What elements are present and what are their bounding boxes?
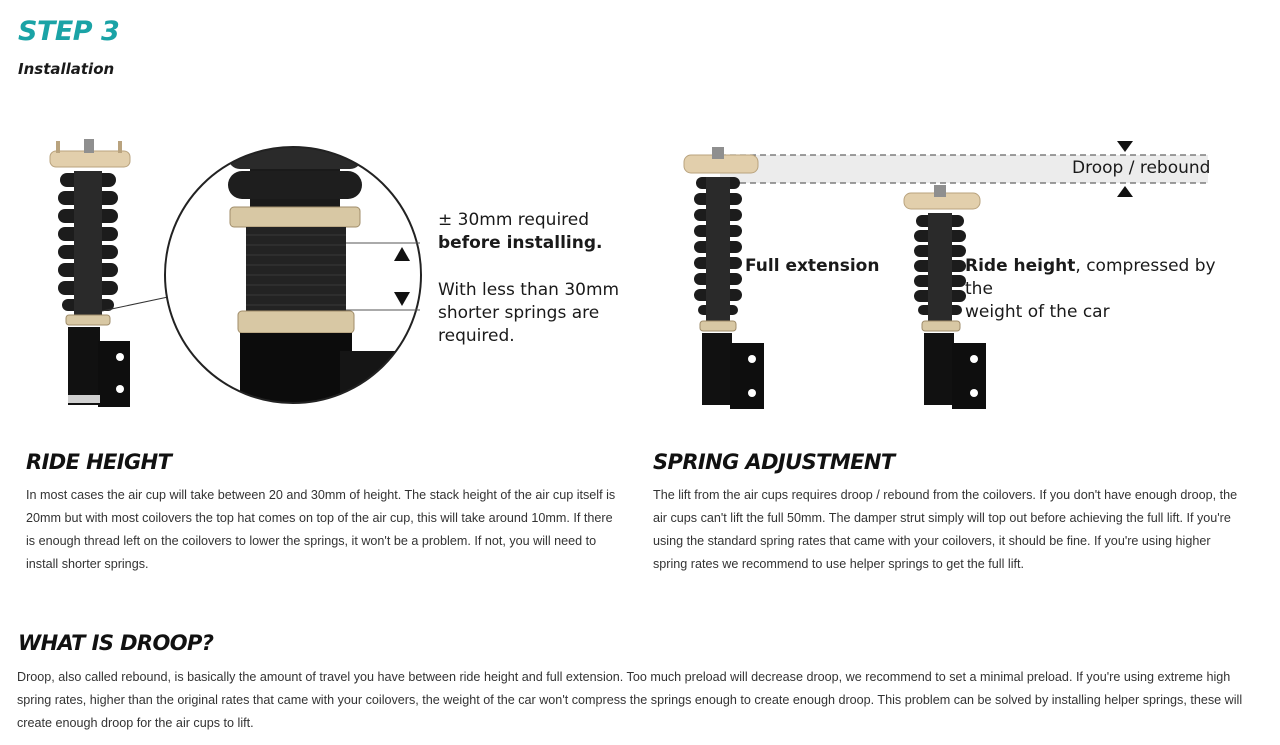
callout-line-4: shorter springs are	[438, 303, 600, 323]
ride-height-label	[965, 255, 1220, 324]
required-adjustment-note	[438, 209, 602, 255]
full-extension-label	[745, 255, 879, 278]
spring-adjustment-title: SPRING ADJUSTMENT	[653, 450, 895, 474]
full-extension-text: Full extension	[745, 256, 880, 276]
droop-diagram	[680, 135, 1220, 415]
installation-diagram	[40, 135, 620, 415]
callout-line-1: ± 30mm required	[438, 210, 590, 230]
ride-height-line-2: weight of the car	[965, 302, 1110, 322]
ride-height-bold: Ride height	[965, 256, 1076, 276]
coilover-closeup-illustration	[40, 135, 620, 415]
callout-line-5: required.	[438, 326, 515, 346]
callout-line-3: With less than 30mm	[438, 280, 620, 300]
what-is-droop-body: Droop, also called rebound, is basically the amount of travel you have between ride height and full extension. Too much preload will decrease droop, we recommend to set a minimal preload. If you're using extreme high spring rates, higher than the original rates that came with your coilovers, the weight of the car won't compress the springs enough to create enough droop. This problem can be solved by installing helper springs, these will create enough droop for the air cups to lift.	[17, 670, 1243, 730]
ride-height-body: In most cases the air cup will take between 20 and 30mm of height. The stack height of the air cup itself is 20mm but with most coilovers the top hat comes on top of the air cup, this will take around 10mm. If there is enough thread left on the coilovers to lower the springs, it won't be a problem. If not, you will need to install shorter springs.	[26, 488, 616, 571]
ride-height-rest: , compressed by the	[965, 256, 1216, 299]
callout-line-2: before installing.	[438, 233, 603, 253]
ride-height-title: RIDE HEIGHT	[26, 450, 172, 474]
shorter-springs-note	[438, 279, 619, 348]
droop-rebound-label: Droop / rebound	[1072, 158, 1211, 178]
what-is-droop-title: WHAT IS DROOP?	[18, 631, 214, 655]
step-title: STEP 3	[18, 16, 120, 47]
step-subtitle: Installation	[18, 60, 115, 78]
spring-adjustment-body: The lift from the air cups requires droop / rebound from the coilovers. If you don't have enough droop, the air cups can't lift the full 50mm. The damper strut simply will top out before achieving the full lift. If you're using the standard spring rates that came with your coilovers, it should be fine. If you're using higher spring rates we recommend to use helper springs to get the full lift.	[653, 488, 1238, 571]
